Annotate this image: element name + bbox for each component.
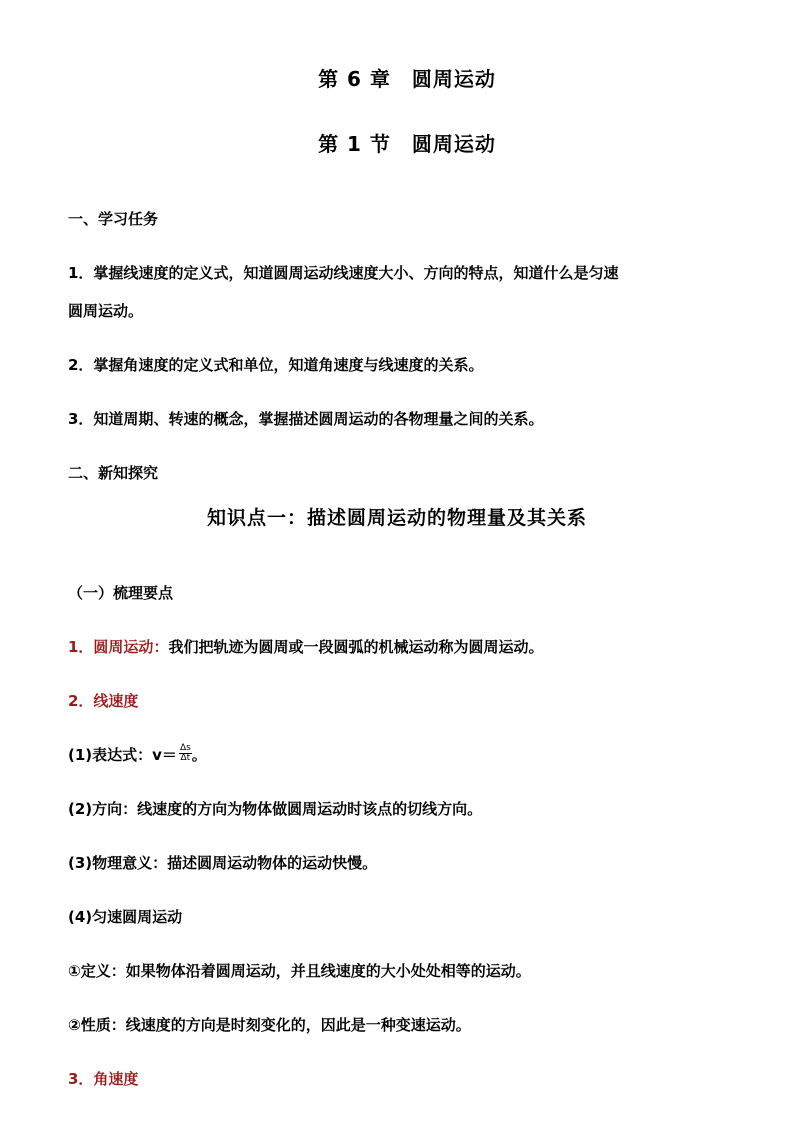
uniform-circular-motion-heading: (4)匀速圆周运动 <box>68 908 183 926</box>
task-2: 2．掌握角速度的定义式和单位，知道角速度与线速度的关系。 <box>68 356 484 374</box>
linear-velocity-heading: 2．线速度 <box>68 692 139 710</box>
uniform-definition: ①定义：如果物体沿着圆周运动，并且线速度的大小处处相等的运动。 <box>68 962 531 980</box>
expression-suffix: 。 <box>191 746 207 764</box>
task-1-line-1: 1．掌握线速度的定义式，知道圆周运动线速度大小、方向的特点，知道什么是匀速 <box>68 264 619 282</box>
knowledge-point-title: 知识点一：描述圆周运动的物理量及其关系 <box>206 507 587 529</box>
circular-motion-text: 我们把轨迹为圆周或一段圆弧的机械运动称为圆周运动。 <box>168 638 544 656</box>
uniform-nature: ②性质：线速度的方向是时刻变化的，因此是一种变速运动。 <box>68 1016 471 1034</box>
velocity-direction: (2)方向：线速度的方向为物体做圆周运动时该点的切线方向。 <box>68 800 483 818</box>
circular-motion-label: 1．圆周运动： <box>68 638 169 656</box>
velocity-expression <box>68 745 207 765</box>
velocity-fraction <box>179 744 192 763</box>
section-title: 第 1 节 圆周运动 <box>318 132 496 156</box>
sort-points-subheading: （一）梳理要点 <box>68 584 174 602</box>
task-3: 3．知道周期、转速的概念，掌握描述圆周运动的各物理量之间的关系。 <box>68 410 544 428</box>
exploration-heading: 二、新知探究 <box>68 464 159 482</box>
angular-velocity-heading: 3．角速度 <box>68 1070 139 1088</box>
velocity-meaning: (3)物理意义：描述圆周运动物体的运动快慢。 <box>68 854 378 872</box>
circular-motion-definition <box>68 637 543 657</box>
fraction-denominator: Δt <box>180 753 191 763</box>
learning-tasks-heading: 一、学习任务 <box>68 210 159 228</box>
task-1-line-2: 圆周运动。 <box>68 302 144 320</box>
chapter-title: 第 6 章 圆周运动 <box>318 67 496 91</box>
fraction-numerator: Δs <box>179 743 191 753</box>
expression-prefix: (1)表达式：v＝ <box>68 746 177 764</box>
